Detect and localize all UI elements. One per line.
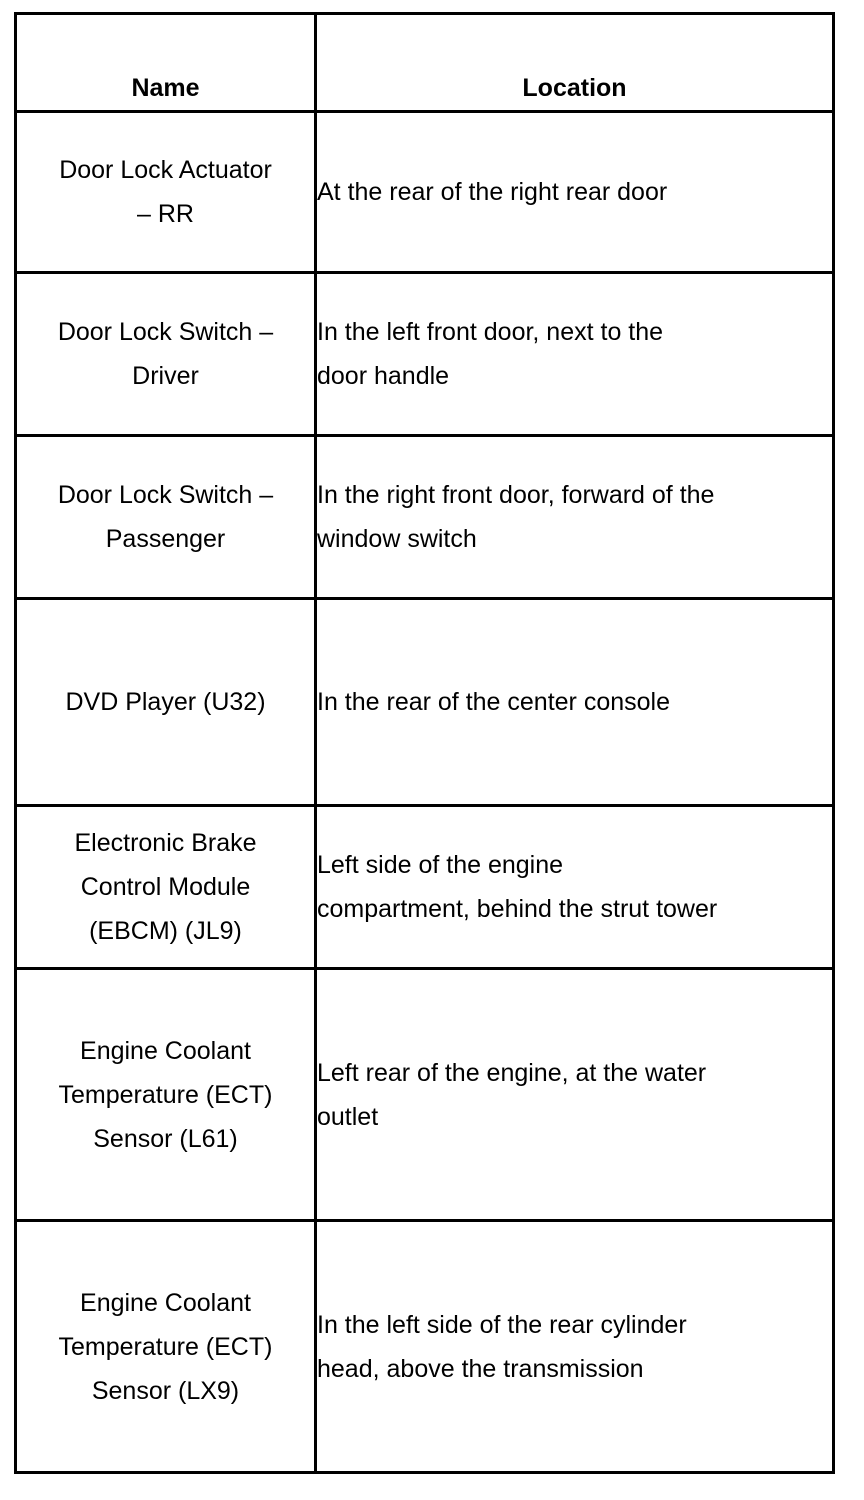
table-row	[16, 806, 834, 969]
table-row	[16, 1221, 834, 1473]
component-name-cell: DVD Player (U32)	[16, 599, 316, 806]
table-row	[16, 273, 834, 436]
component-name-cell: Engine Coolant Temperature (ECT) Sensor (L61)	[16, 969, 316, 1221]
table-row	[16, 436, 834, 599]
table-body	[16, 112, 834, 1473]
component-location-cell: Left rear of the engine, at the water outlet	[316, 969, 834, 1221]
component-name-cell: Engine Coolant Temperature (ECT) Sensor (LX9)	[16, 1221, 316, 1473]
component-location-cell: At the rear of the right rear door	[316, 112, 834, 273]
component-location-cell: In the rear of the center console	[316, 599, 834, 806]
table-header	[16, 14, 834, 112]
header-row	[16, 14, 834, 112]
column-header-name: Name	[16, 14, 316, 112]
table-row	[16, 969, 834, 1221]
component-name-cell: Door Lock Switch – Passenger	[16, 436, 316, 599]
component-location-cell: In the left side of the rear cylinder head, above the transmission	[316, 1221, 834, 1473]
table-row	[16, 599, 834, 806]
component-name-cell: Door Lock Actuator – RR	[16, 112, 316, 273]
component-location-cell: In the left front door, next to the door handle	[316, 273, 834, 436]
component-location-table	[14, 12, 835, 1474]
component-location-cell: Left side of the engine compartment, behind the strut tower	[316, 806, 834, 969]
column-header-location: Location	[316, 14, 834, 112]
component-name-cell: Door Lock Switch – Driver	[16, 273, 316, 436]
component-name-cell: Electronic Brake Control Module (EBCM) (JL9)	[16, 806, 316, 969]
table-row	[16, 112, 834, 273]
component-location-cell: In the right front door, forward of the window switch	[316, 436, 834, 599]
